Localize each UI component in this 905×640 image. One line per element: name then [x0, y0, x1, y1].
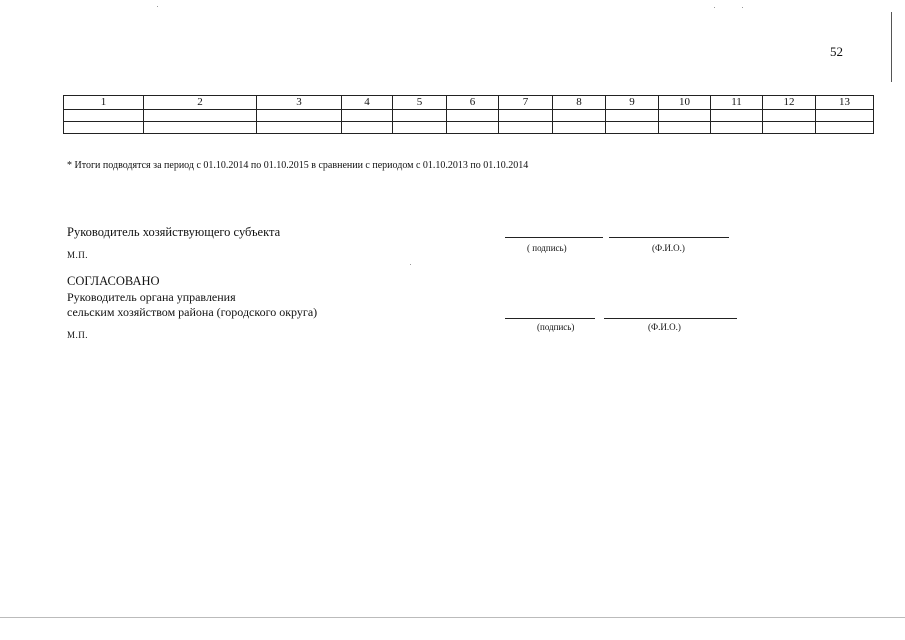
head-of-entity-label: Руководитель хозяйствующего субъекта [67, 225, 281, 239]
scan-speck [410, 264, 411, 265]
table-cell [257, 110, 342, 122]
table-cell [606, 122, 659, 134]
table-row [64, 122, 874, 134]
table-cell [447, 110, 499, 122]
table-cell [711, 122, 763, 134]
signature-line [505, 237, 603, 238]
table-cell [393, 122, 447, 134]
scan-speck [157, 6, 158, 7]
column-number: 9 [606, 96, 659, 110]
table-cell [659, 110, 711, 122]
signature-caption: ( подпись) [527, 243, 567, 253]
name-line [604, 318, 737, 319]
scan-edge-line [891, 12, 892, 82]
page-number: 52 [830, 44, 843, 59]
column-number: 13 [816, 96, 874, 110]
table-cell [342, 110, 393, 122]
table-cell [659, 122, 711, 134]
report-table [63, 95, 874, 134]
scan-speck [742, 7, 743, 8]
column-number: 11 [711, 96, 763, 110]
column-number: 5 [393, 96, 447, 110]
table-cell [257, 122, 342, 134]
table-cell [447, 122, 499, 134]
table-cell [606, 110, 659, 122]
column-number: 3 [257, 96, 342, 110]
table-header-row [64, 96, 874, 110]
seal-label: М.П. [67, 330, 89, 340]
table-cell [763, 110, 816, 122]
table-cell [816, 122, 874, 134]
agency-head-label: Руководитель органа управления [67, 290, 236, 304]
table-cell [763, 122, 816, 134]
name-caption: (Ф.И.О.) [652, 243, 685, 253]
table-cell [711, 110, 763, 122]
signature-line [505, 318, 595, 319]
column-number: 4 [342, 96, 393, 110]
seal-label: М.П. [67, 250, 89, 260]
table-cell [553, 122, 606, 134]
column-number: 8 [553, 96, 606, 110]
agency-head-label-line2: сельским хозяйством района (городского округа) [67, 305, 318, 319]
table-cell [64, 110, 144, 122]
table-cell [342, 122, 393, 134]
name-line [609, 237, 729, 238]
name-caption: (Ф.И.О.) [648, 322, 681, 332]
table-cell [816, 110, 874, 122]
column-number: 12 [763, 96, 816, 110]
column-number: 2 [144, 96, 257, 110]
footnote: * Итоги подводятся за период с 01.10.2014 по 01.10.2015 в сравнении с периодом с 01.10.2013 по 01.10.2014 [67, 160, 529, 171]
column-number: 7 [499, 96, 553, 110]
table-cell [64, 122, 144, 134]
table-cell [144, 110, 257, 122]
table-cell [553, 110, 606, 122]
scan-speck [714, 7, 715, 8]
table-row [64, 110, 874, 122]
table-cell [144, 122, 257, 134]
table-cell [499, 110, 553, 122]
table-cell [393, 110, 447, 122]
column-number: 6 [447, 96, 499, 110]
column-number: 1 [64, 96, 144, 110]
scan-bottom-edge [0, 617, 905, 618]
agreed-heading: СОГЛАСОВАНО [67, 274, 160, 288]
column-number: 10 [659, 96, 711, 110]
table-cell [499, 122, 553, 134]
signature-caption: (подпись) [537, 322, 575, 332]
